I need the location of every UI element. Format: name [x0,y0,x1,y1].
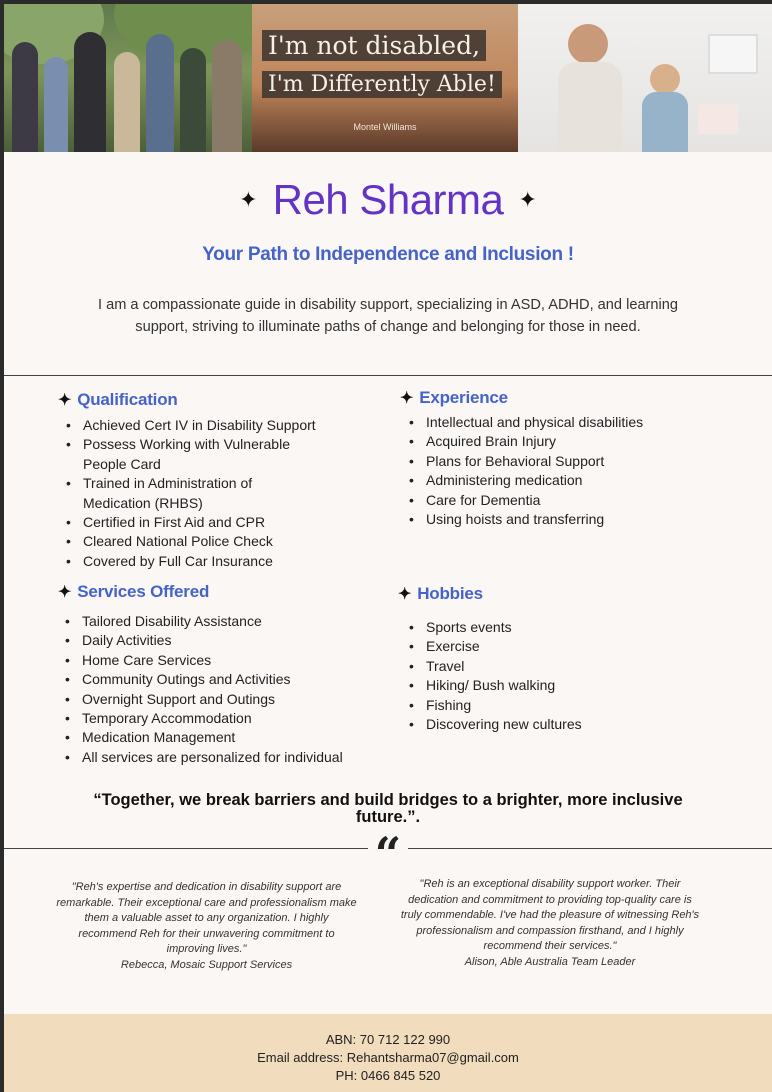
banner-quote-line2: I'm Differently Able! [262,71,502,98]
star-icon: ✦ [239,187,258,213]
list-item: • Acquired Brain Injury [404,432,744,451]
testimonial-card [54,880,359,973]
list-item: • Community Outings and Activities [60,670,400,689]
list-item: • Plans for Behavioral Support [404,452,744,471]
qualification-heading [58,390,178,410]
list-item: • Using hoists and transferring [404,510,744,529]
list-item: • Trained in Administration of Medication (RHBS) [61,474,323,513]
quote-mark-icon: “ [368,832,408,862]
list-item: • Administering medication [404,471,744,490]
tagline: Your Path to Independence and Inclusion ! [202,244,574,265]
quote-banner [252,4,518,152]
list-item: • All services are personalized for individual [60,748,400,767]
divider [4,375,772,376]
star-icon: ✦ [518,187,537,213]
list-item: • Tailored Disability Assistance [60,612,400,631]
list-item: • Possess Working with Vulnerable People Card [61,435,331,474]
list-item: • Temporary Accommodation [60,709,400,728]
person-name: Reh Sharma [272,176,504,223]
list-item: • Certified in First Aid and CPR [61,513,381,532]
list-item: • Intellectual and physical disabilities [404,413,744,432]
name-heading [4,176,772,224]
testimonial-author: Rebecca, Mosaic Support Services [120,958,293,971]
testimonial-text: "Reh is an exceptional disability support worker. Their dedication and commitment to providing top-quality care is truly commendable. I've had the pleasure of witnessing Reh's professionalism and compassion firsthand, and I highly recommend their services." [400,878,700,952]
testimonial-author: Alison, Able Australia Team Leader [464,955,636,968]
experience-title: Experience [419,388,508,407]
list-item: • Discovering new cultures [404,715,724,734]
inspirational-quote: “Together, we break barriers and build bridges to a brighter, more inclusive future.”. [93,791,683,826]
intro-paragraph: I am a compassionate guide in disability support, specializing in ASD, ADHD, and learning support, striving to illuminate paths of change and belonging for those in need. [98,297,679,335]
star-icon: ✦ [400,390,414,407]
list-item: • Travel [404,657,724,676]
flyer-page [4,4,772,1092]
list-item: • Fishing [404,696,724,715]
group-circle-photo [4,4,252,152]
qualification-list [61,416,381,571]
experience-list [404,413,744,529]
star-icon: ✦ [58,584,72,601]
contact-footer [4,1014,772,1092]
hobbies-heading [398,584,483,604]
list-item: • Sports events [404,618,724,637]
list-item: • Hiking/ Bush walking [404,676,724,695]
hobbies-title: Hobbies [417,584,483,603]
qualification-title: Qualification [77,390,178,409]
therapy-photo [518,4,772,152]
services-heading [58,582,209,602]
email-text: Email address: Rehantsharma07@gmail.com [257,1050,519,1065]
banner-quote-author: Montel Williams [353,122,417,132]
list-item: • Achieved Cert IV in Disability Support [61,416,381,435]
services-list [60,612,400,767]
star-icon: ✦ [398,586,412,603]
list-item: • Home Care Services [60,651,400,670]
list-item: • Cleared National Police Check [61,532,381,551]
list-item: • Covered by Full Car Insurance [61,552,381,571]
star-icon: ✦ [58,392,72,409]
hobbies-list [404,618,724,734]
testimonial-text: "Reh's expertise and dedication in disability support are remarkable. Their exceptional care and professionalism make them a valuable asset to any organization. I highly recommend Reh for their unwavering commitment to improving lives." [56,881,357,955]
list-item: • Overnight Support and Outings [60,690,400,709]
testimonial-card [400,877,700,970]
services-title: Services Offered [77,582,210,601]
list-item: • Exercise [404,637,724,656]
list-item: • Daily Activities [60,631,400,650]
experience-heading [400,388,508,408]
abn-text: ABN: 70 712 122 990 [325,1032,451,1047]
banner-quote-line1: I'm not disabled, [262,30,486,61]
list-item: • Medication Management [60,728,400,747]
banner [4,4,772,152]
list-item: • Care for Dementia [404,491,744,510]
phone-text: PH: 0466 845 520 [335,1068,441,1083]
